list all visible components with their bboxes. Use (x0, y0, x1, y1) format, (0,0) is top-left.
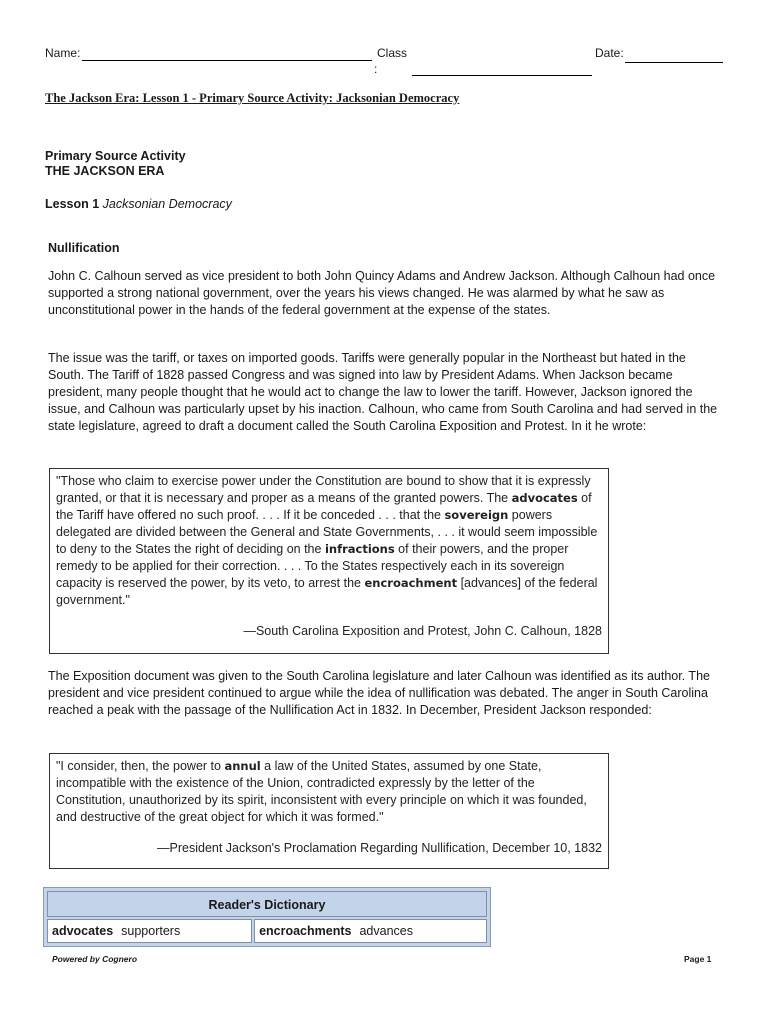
lesson-label: Lesson 1 (45, 197, 100, 211)
name-blank[interactable] (82, 60, 372, 61)
paragraph-1: John C. Calhoun served as vice president to both John Quincy Adams and Andrew Jackson. Although Calhoun had once supported a strong national government, over the years his views changed. He was alarmed by what he saw as unconstitutional power in the hands of the federal government at the expense of the states. (48, 269, 716, 317)
class-blank[interactable] (412, 75, 592, 76)
lesson-name: Jacksonian Democracy (102, 197, 232, 211)
lesson-heading (45, 197, 232, 211)
dictionary-entry-advocates (47, 919, 252, 943)
footer-powered-by: Powered by Cognero (52, 954, 138, 964)
document-title: The Jackson Era: Lesson 1 - Primary Source Activity: Jacksonian Democracy (45, 91, 460, 105)
paragraph-3: The Exposition document was given to the South Carolina legislature and later Calhoun was identified as its author. The president and vice president continued to argue while the idea of nullification was debated. The anger in South Carolina reached a peak with the passage of the Nullification Act in 1832. In December, President Jackson responded: (48, 669, 710, 717)
calhoun-quote-source: —South Carolina Exposition and Protest, John C. Calhoun, 1828 (243, 624, 602, 638)
calhoun-quote-text: "Those who claim to exercise power under the Constitution are bound to show that it is expressly granted, or that it is necessary and proper as a means of the granted powers. The advocates of the Tariff have offered no such proof. . . . If it be conceded . . . that the sovereign powers delegated are divided between the General and State Governments, . . . it would seem impossible to deny to the States the right of deciding on the infractions of their powers, and the proper remedy to be applied for their correction. . . . To the States respectively each in its sovereign capacity is reserved the power, by its veto, to arrest the encroachment [advances] of the federal government." (56, 474, 598, 607)
dictionary-term: advocates (52, 924, 114, 938)
dictionary-title: Reader's Dictionary (47, 891, 487, 917)
section-title: Nullification (48, 241, 120, 255)
page-number: Page 1 (684, 954, 712, 964)
dictionary-term: encroachments (259, 924, 352, 938)
jackson-quote-box (49, 753, 609, 869)
date-blank[interactable] (625, 62, 723, 63)
keyword-encroachment: encroachment (364, 576, 458, 590)
era-heading: THE JACKSON ERA (45, 164, 165, 178)
keyword-infractions: infractions (324, 542, 395, 556)
jackson-quote-source: —President Jackson's Proclamation Regarding Nullification, December 10, 1832 (157, 841, 602, 855)
keyword-advocates: advocates (511, 491, 578, 505)
calhoun-quote-box (49, 468, 609, 654)
activity-heading: Primary Source Activity (45, 149, 186, 163)
name-label: Name: (45, 46, 81, 60)
keyword-sovereign: sovereign (444, 508, 509, 522)
dictionary-definition: supporters (121, 924, 181, 938)
keyword-annul: annul (224, 759, 261, 773)
jackson-quote-text: "I consider, then, the power to annul a law of the United States, assumed by one State, incompatible with the existence of the Union, contradicted expressly by the letter of the Constitution, unauthorized by its spirit, inconsistent with every principle on which it was founded, and destructive of the great object for which it was formed." (56, 759, 587, 824)
dictionary-entry-encroachments (254, 919, 487, 943)
paragraph-2: The issue was the tariff, or taxes on imported goods. Tariffs were generally popular in the Northeast but hated in the South. The Tariff of 1828 passed Congress and was signed into law by President Adams. When Jackson became president, many people thought that he would act to change the law to lower the tariff. However, Jackson ignored the issue, and Calhoun was particularly upset by his inaction. Calhoun, who came from South Carolina and had served in the state legislature, agreed to draft a document called the South Carolina Exposition and Protest. In it he wrote: (48, 351, 718, 433)
dictionary-row (47, 919, 487, 943)
date-label: Date: (595, 46, 624, 60)
readers-dictionary (43, 887, 491, 947)
dictionary-definition: advances (359, 924, 413, 938)
class-colon: : (374, 62, 378, 76)
class-label: Class (377, 46, 408, 60)
